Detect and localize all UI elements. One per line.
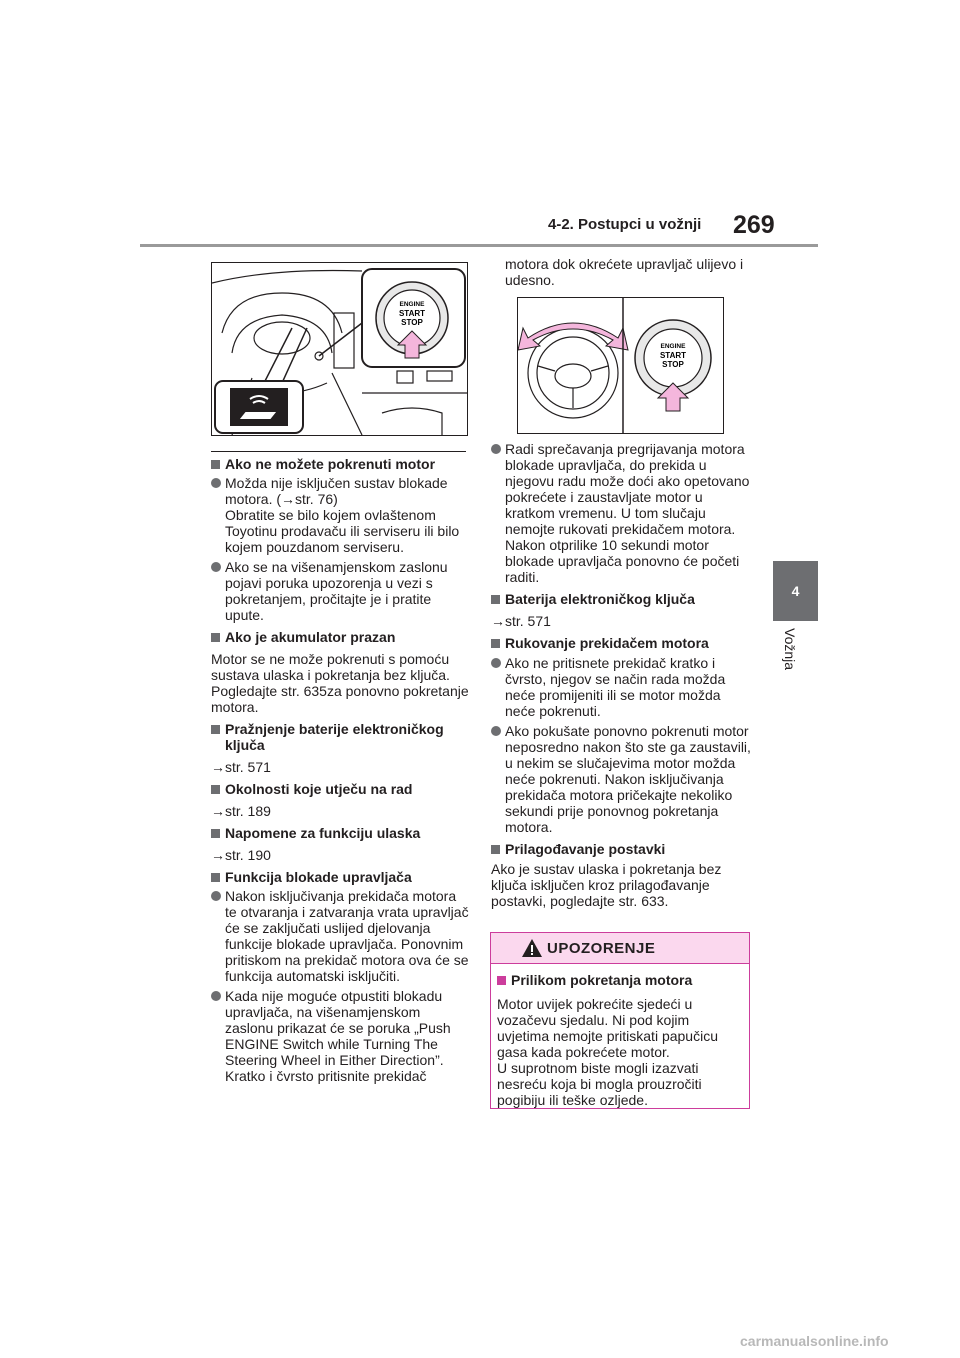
bullet-dot-icon [211,478,221,488]
warning-body [491,964,749,1108]
button1-line1: ENGINE [399,301,425,308]
heading-entry-notes: Napomene za funkciju ulaska [211,825,469,841]
right-column-top [505,256,753,288]
heading-marker-icon [211,873,220,882]
bullet-dot-icon [491,444,501,454]
heading-marker-icon [211,829,220,838]
bullet-switch-2: Ako pokušate ponovno pokrenuti motor neposredno nakon što ste ga zaustavili, u nekim se slučajevima motor možda neće pokrenuti. Nakon isključivanja prekidača motora pričekajte nekoliko sekundi prije ponovnog pokretanja motora. [491,723,753,835]
section-title: 4-2. Postupci u vožnji [548,216,702,233]
bullet-immobilizer: Možda nije isključen sustav blokade motora. (→str. 76) Obratite se bilo kojem ovlaštenom Toyotinu prodavaču ili serviseru ili bilo kojem pouzdanom serviseru. [211,475,469,555]
bullet-steering-lock-1: Nakon isključivanja prekidača motora te otvaranja i zatvaranja vrata upravljač će se zaključati uslijed djelovanja funkcije blokade upravljača. Ponovnim pritiskom na prekidač motora ova će se funkcija automatski isključiti. [211,888,469,984]
right-column [491,441,753,909]
warning-title: UPOZORENJE [547,940,656,957]
ref-key-battery-2[interactable]: →str. 571 [491,613,551,629]
bullet-dot-icon [211,991,221,1001]
figure-divider [211,451,466,452]
heading-marker-icon [211,633,220,642]
bullet-dot-icon [211,891,221,901]
warning-triangle-icon [521,938,543,958]
heading-battery-dead: Ako je akumulator prazan [211,629,469,645]
button2-line3: STOP [662,360,684,369]
heading-marker-icon [497,976,506,985]
chapter-number: 4 [791,583,800,599]
warning-heading: Prilikom pokretanja motora [497,972,743,988]
bullet-dot-icon [491,726,501,736]
heading-marker-icon [211,785,220,794]
para-customization: Ako je sustav ulaska i pokretanja bez ključa isključen kroz prilagođavanje postavki, pogledajte str. 633. [491,861,722,909]
bullet-dot-icon [491,658,501,668]
button2-line2: START [659,351,687,360]
heading-marker-icon [211,460,220,469]
heading-steering-lock: Funkcija blokade upravljača [211,869,469,885]
left-column [211,456,469,1084]
para-battery-dead: Motor se ne može pokrenuti s pomoću sustava ulaska i pokretanja bez ključa. Pogledajte str. 635za ponovno pokretanje motora. [211,651,469,715]
ref-conditions[interactable]: →str. 189 [211,803,271,819]
heading-customization: Prilagođavanje postavki [491,841,753,857]
heading-conditions: Okolnosti koje utječu na rad [211,781,469,797]
heading-marker-icon [211,725,220,734]
heading-key-battery-2: Baterija elektroničkog ključa [491,591,753,607]
bullet-dot-icon [211,562,221,572]
button1-line3: STOP [401,318,423,327]
steering-wheel-illustration [517,297,724,434]
continued-text: motora dok okrećete upravljač ulijevo i udesno. [505,256,744,288]
header-rule [140,244,818,247]
warning-text: Motor uvijek pokrećite sjedeći u vozačevu sjedalu. Ni pod kojim uvjetima nemojte pritiskati papučicu gasa kada pokrećete motor. U suprotnom biste mogli izazvati nesreću koja bi mogla prouzročiti pogibiju ili teške ozljede. [497,996,718,1108]
dashboard-illustration [211,262,468,436]
watermark: carmanualsonline.info [740,1333,889,1349]
bullet-switch-1: Ako ne pritisnete prekidač kratko i čvrsto, njegov se način rada možda neće promijeniti ili se motor možda neće pokrenuti. [491,655,753,719]
heading-marker-icon [491,845,500,854]
button1-line2: START [398,309,426,318]
heading-switch-operation: Rukovanje prekidačem motora [491,635,753,651]
chapter-tab[interactable] [773,561,818,621]
bullet-steering-lock-2: Kada nije moguće otpustiti blokadu upravljača, na višenamjenskom zaslonu prikazat će se poruka „Push ENGINE Switch while Turning The Steering Wheel in Either Direction”. Kratko i čvrsto pritisnite prekidač [211,988,469,1084]
heading-marker-icon [491,595,500,604]
ref-entry-notes[interactable]: →str. 190 [211,847,271,863]
bullet-warning-message: Ako se na višenamjenskom zaslonu pojavi poruka upozorenja u vezi s pokretanjem, pročitajte je i pratite upute. [211,559,469,623]
warning-header [491,933,749,964]
button2-line1: ENGINE [660,343,686,350]
warning-box [490,932,750,1109]
heading-marker-icon [491,639,500,648]
chapter-label: Vožnja [782,628,798,671]
ref-key-battery[interactable]: →str. 571 [211,759,271,775]
heading-key-battery: Pražnjenje baterije elektroničkog ključa [211,721,469,753]
heading-cannot-start: Ako ne možete pokrenuti motor [211,456,469,472]
bullet-overheat: Radi sprečavanja pregrijavanja motora blokade upravljača, do prekida u njegovu radu može doći ako opetovano pokrećete i zaustavljate motor u kratkom vremenu. U tom slučaju nemojte rukovati prekidačem motora. Nakon otprilike 10 sekundi motor blokade upravljača ponovno će početi raditi. [491,441,753,585]
page-number: 269 [733,211,775,239]
